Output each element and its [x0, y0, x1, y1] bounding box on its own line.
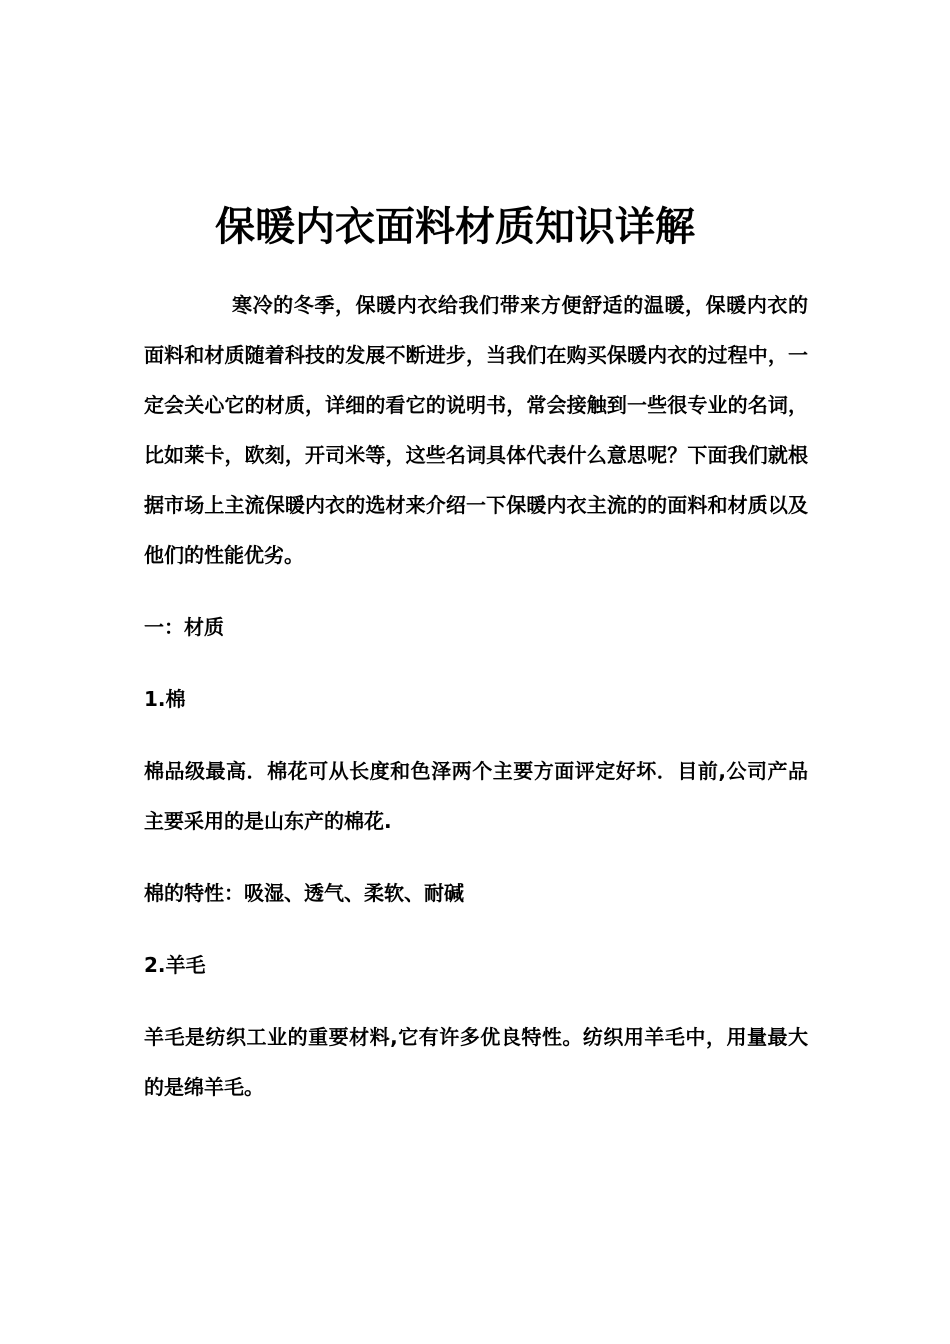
cotton-properties: 棉的特性：吸湿、透气、柔软、耐碱 [144, 881, 464, 905]
item-heading-wool: 2.羊毛 [144, 953, 206, 977]
intro-paragraph: 寒冷的冬季，保暖内衣给我们带来方便舒适的温暖，保暖内衣的面料和材质随着科技的发展不断进步，当我们在购买保暖内衣的过程中，一定会关心它的材质，详细的看它的说明书，常会接触到一些很专业的名词，比如莱卡，欧刻，开司米等，这些名词具体代表什么意思呢？下面我们就根据市场上主流保暖内衣的选材来介绍一下保暖内衣主流的的面料和材质以及他们的性能优劣。 [144, 293, 808, 567]
section-heading-materials: 一：材质 [144, 615, 224, 639]
document-title: 保暖内衣面料材质知识详解 [215, 203, 695, 250]
wool-description: 羊毛是纺织工业的重要材料,它有许多优良特性。纺织用羊毛中，用量最大的是绵羊毛。 [144, 1025, 808, 1099]
document-body [144, 280, 808, 1112]
item-heading-cotton: 1.棉 [144, 687, 186, 711]
cotton-description: 棉品级最高．棉花可从长度和色泽两个主要方面评定好坏．目前,公司产品主要采用的是山东产的棉花. [144, 759, 808, 833]
